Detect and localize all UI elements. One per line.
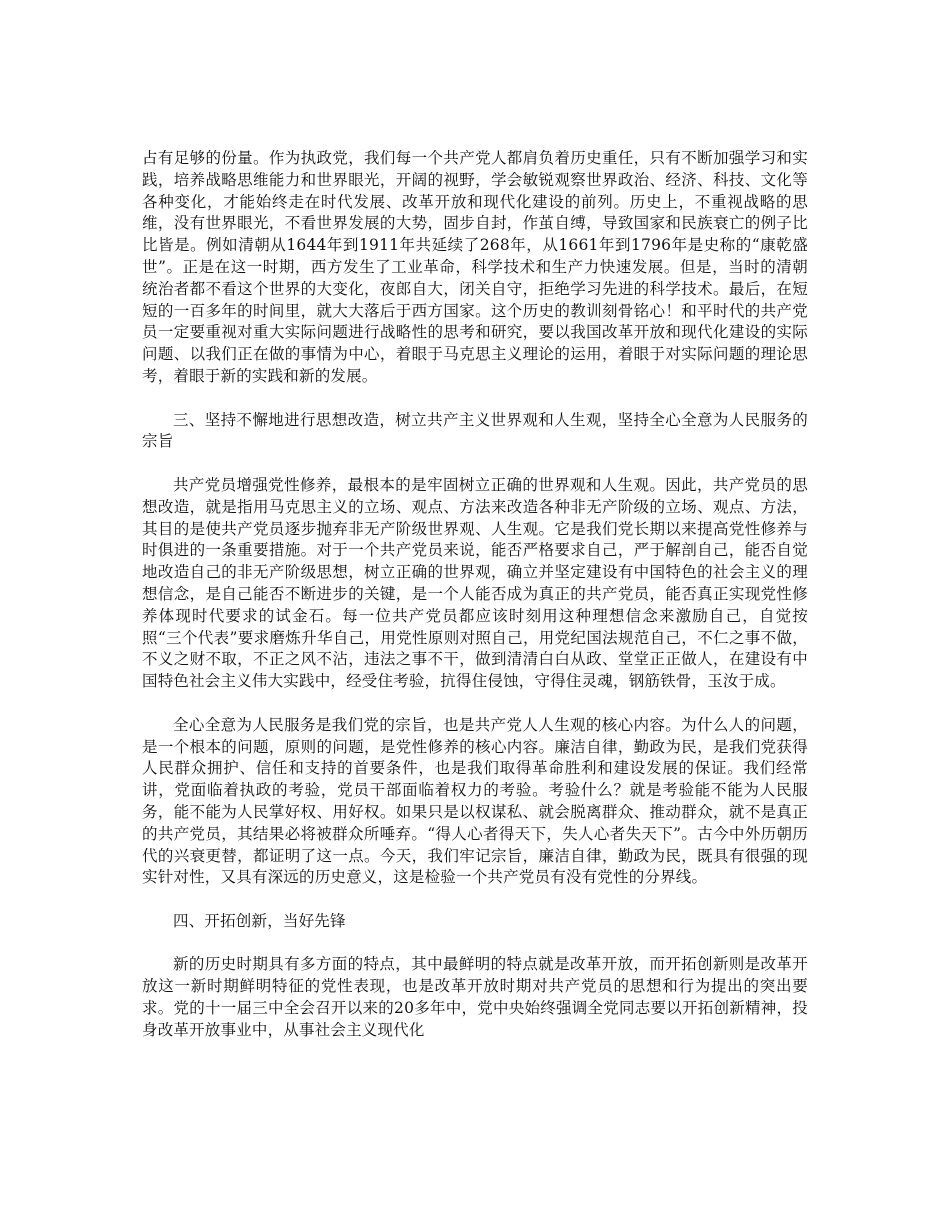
document-body [142, 148, 808, 1063]
paragraph-innovation: 新的历史时期具有多方面的特点，其中最鲜明的特点就是改革开放，而开拓创新则是改革开放这一新时期鲜明特征的党性表现，也是改革开放时期对共产党员的思想和行为提出的突出要求。党的十一届三中全会召开以来的20多年中，党中央始终强调全党同志要以开拓创新精神，投身改革开放事业中，从事社会主义现代化 [142, 955, 808, 1039]
paragraph-history-lesson: 占有足够的份量。作为执政党，我们每一个共产党人都肩负着历史重任，只有不断加强学习和实践，培养战略思维能力和世界眼光，开阔的视野，学会敏锐观察世界政治、经济、科技、文化等各种变化，才能始终走在时代发展、改革开放和现代化建设的前列。历史上，不重视战略的思维，没有世界眼光，不看世界发展的大势，固步自封，作茧自缚，导致国家和民族衰亡的例子比比皆是。例如清朝从1644年到1911年共延续了268年，从1661年到1796年是史称的“康乾盛世”。正是在这一时期，西方发生了工业革命，科学技术和生产力快速发展。但是，当时的清朝统治者都不看这个世界的大变化，夜郎自大，闭关自守，拒绝学习先进的科学技术。最后，在短短的一百多年的时间里，就大大落后于西方国家。这个历史的教训刻骨铭心！和平时代的共产党员一定要重视对重大实际问题进行战略性的思考和研究，要以我国改革开放和现代化建设的实际问题、以我们正在做的事情为中心，着眼于马克思主义理论的运用，着眼于对实际问题的理论思考，着眼于新的实践和新的发展。 [142, 149, 808, 385]
section-heading-3: 三、坚持不懈地进行思想改造，树立共产主义世界观和人生观，坚持全心全意为人民服务的宗旨 [142, 410, 808, 451]
paragraph-thought-reform: 共产党员增强党性修养，最根本的是牢固树立正确的世界观和人生观。因此，共产党员的思想改造，就是指用马克思主义的立场、观点、方法来改造各种非无产阶级的立场、观点、方法，其目的是使共产党员逐步抛弃非无产阶级世界观、人生观。它是我们党长期以来提高党性修养与时俱进的一条重要措施。对于一个共产党员来说，能否严格要求自己，严于解剖自己，能否自觉地改造自己的非无产阶级思想，树立正确的世界观，确立并坚定建设有中国特色的社会主义的理想信念，是自己能否不断进步的关键，是一个人能否成为真正的共产党员，能否真正实现党性修养体现时代要求的试金石。每一位共产党员都应该时刻用这种理想信念来激励自己，自觉按照“三个代表”要求磨炼升华自己，用党性原则对照自己，用党纪国法规范自己，不仁之事不做，不义之财不取，不正之风不沾，违法之事不干，做到清清白白从政、堂堂正正做人，在建设有中国特色社会主义伟大实践中，经受住考验，抗得住侵蚀，守得住灵魂，钢筋铁骨，玉汝于成。 [142, 475, 808, 691]
section-heading-4: 四、开拓创新，当好先锋 [173, 911, 346, 930]
paragraph-serve-people: 全心全意为人民服务是我们党的宗旨，也是共产党人人生观的核心内容。为什么人的问题，是一个根本的问题，原则的问题，是党性修养的核心内容。廉洁自律，勤政为民，是我们党获得人民群众拥护、信任和支持的首要条件，也是我们取得革命胜利和建设发展的保证。我们经常讲，党面临着执政的考验，党员干部面临着权力的考验。考验什么？就是考验能不能为人民服务，能不能为人民掌好权、用好权。如果只是以权谋私、就会脱离群众、推动群众，就不是真正的共产党员，其结果必将被群众所唾弃。“得人心者得天下，失人心者失天下”。古今中外历朝历代的兴衰更替，都证明了这一点。今天，我们牢记宗旨，廉洁自律，勤政为民，既具有很强的现实针对性，又具有深远的历史意义，这是检验一个共产党员有没有党性的分界线。 [142, 715, 808, 887]
